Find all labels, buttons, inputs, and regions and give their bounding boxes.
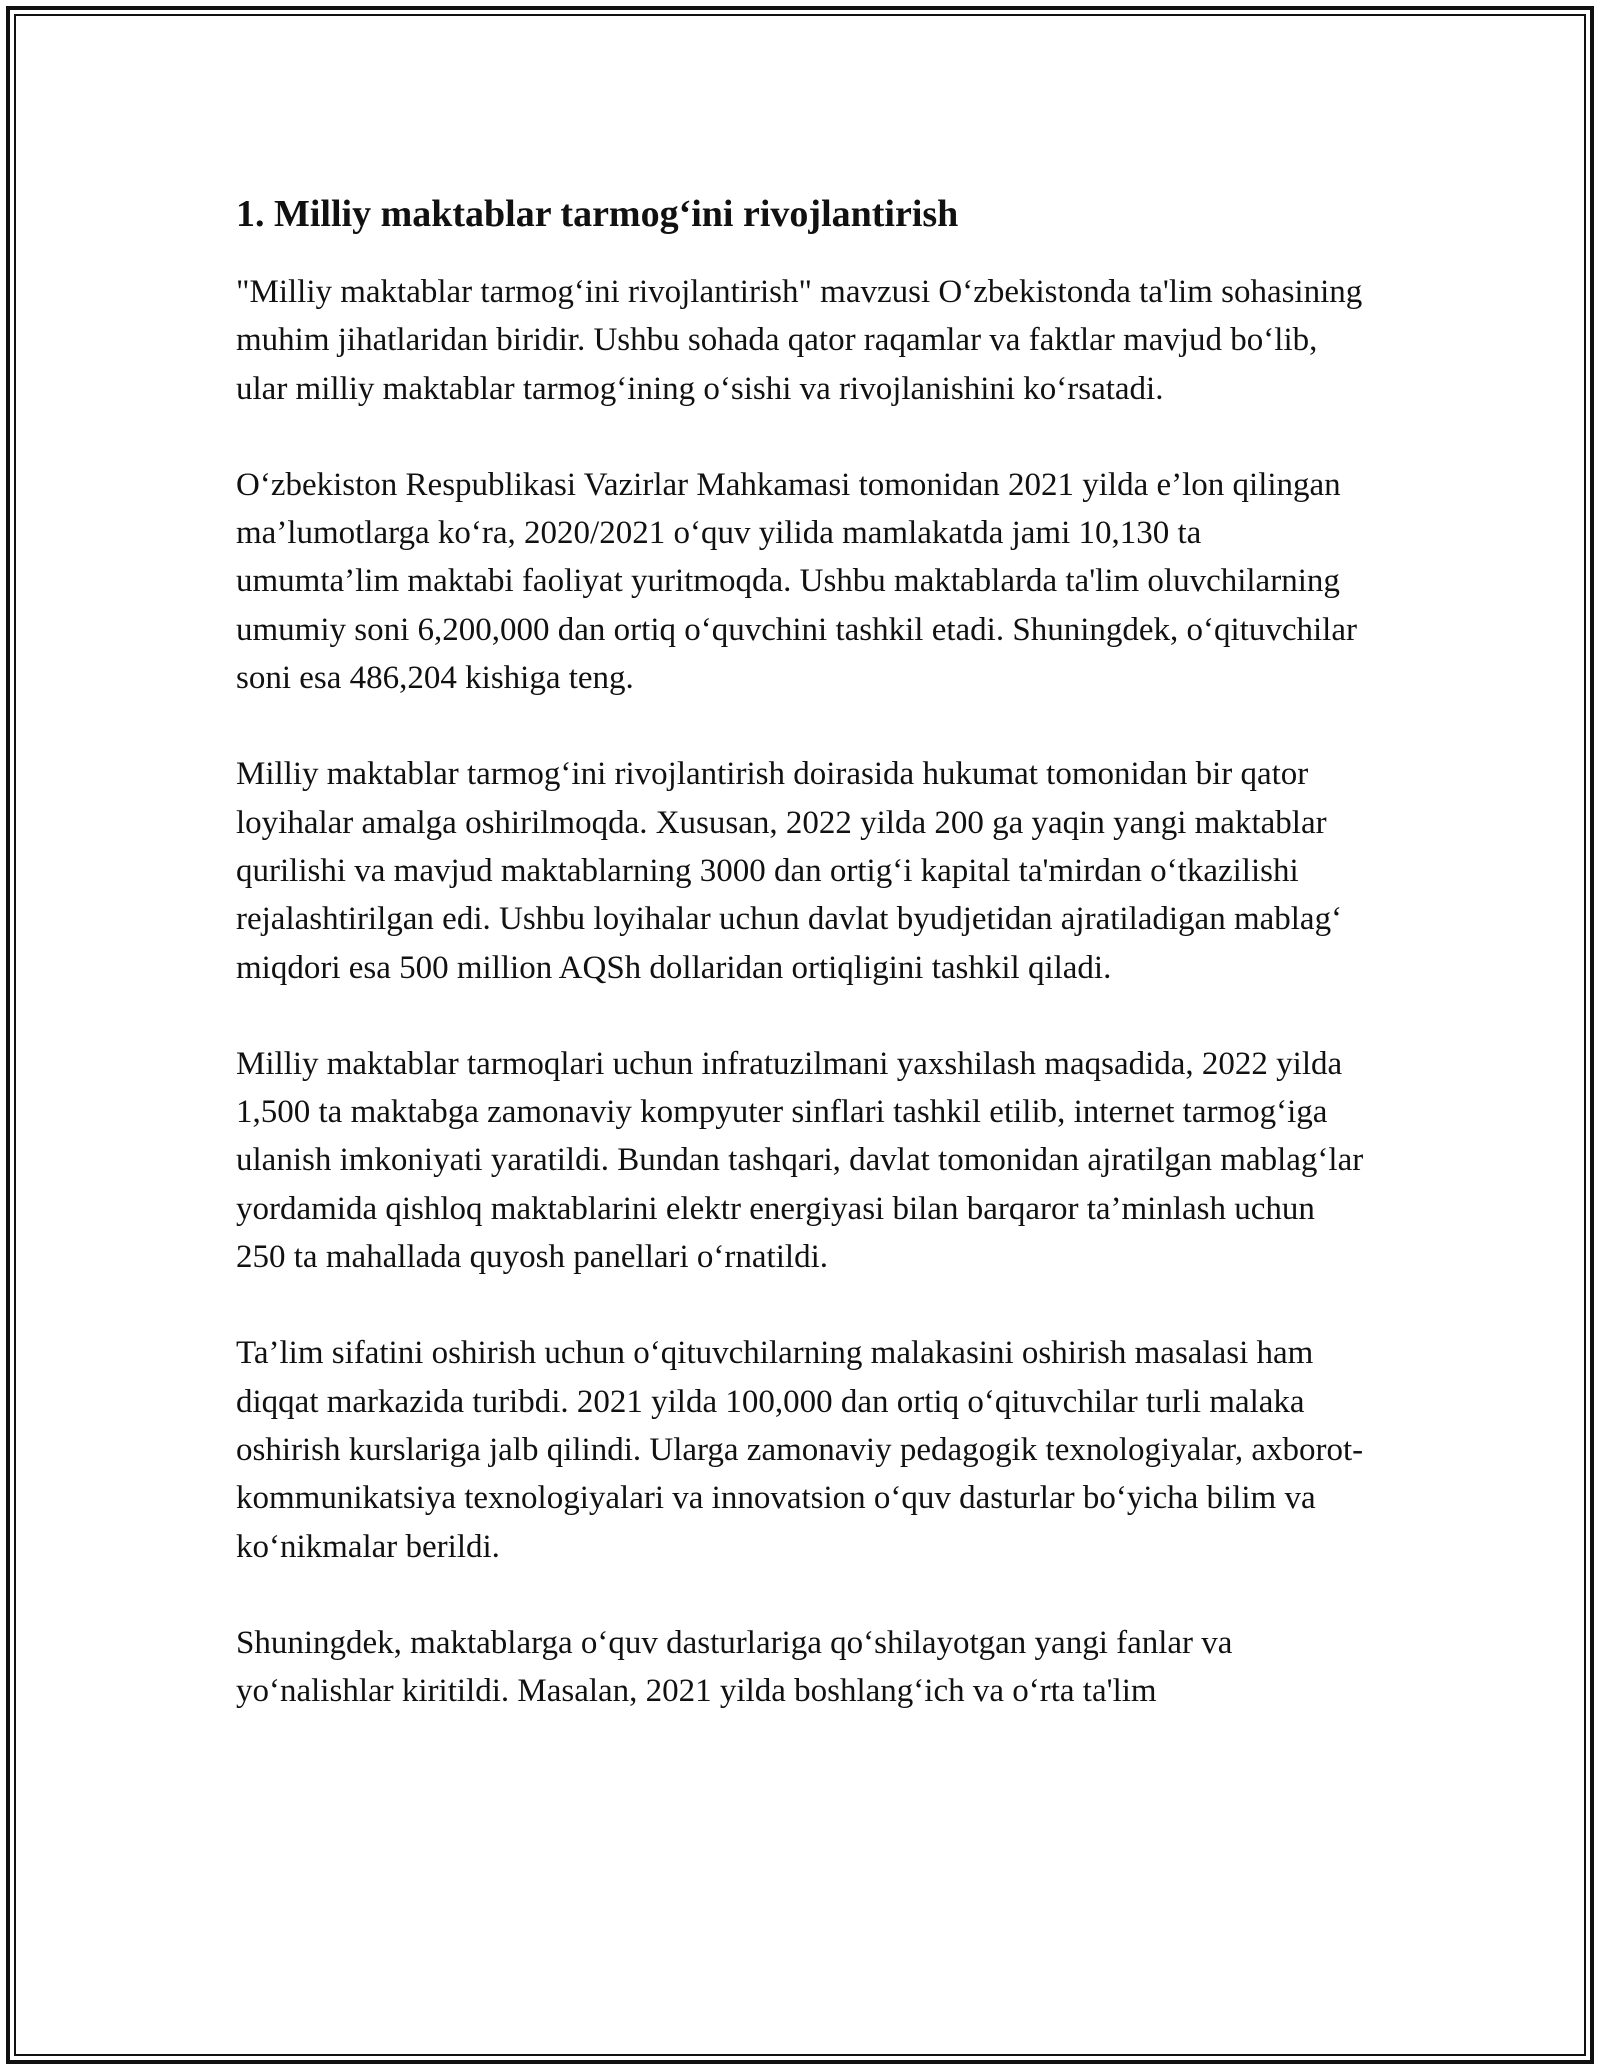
section-heading: 1. Milliy maktablar tarmog‘ini rivojlantirish — [236, 193, 959, 235]
paragraph-projects: Milliy maktablar tarmog‘ini rivojlantirish doirasida hukumat tomonidan bir qator loyihalar amalga oshirilmoqda. Xususan, 2022 yilda 200 ga yaqin yangi maktablar qurilishi va mavjud maktablarning 3000 dan ortig‘i kapital ta'mirdan o‘tkazilishi rejalashtirilgan edi. Ushbu loyihalar uchun davlat byudjetidan ajratiladigan mablag‘ miqdori esa 500 million AQSh dollaridan ortiqligini tashkil qiladi. — [236, 756, 1343, 986]
paragraph-teacher-training: Ta’lim sifatini oshirish uchun o‘qituvchilarning malakasini oshirish masalasi ham diqqat markazida turibdi. 2021 yilda 100,000 dan ortiq o‘qituvchilar turli malaka oshirish kurslariga jalb qilindi. Ularga zamonaviy pedagogik texnologiyalar, axborot-kommunikatsiya texnologiyalari va innovatsion o‘quv dasturlar bo‘yicha bilim va ko‘nikmalar berildi. — [236, 1335, 1364, 1565]
document-body — [236, 186, 1366, 1763]
paragraph-statistics: O‘zbekiston Respublikasi Vazirlar Mahkamasi tomonidan 2021 yilda e’lon qilingan ma’lumotlarga ko‘ra, 2020/2021 o‘quv yilida mamlakatda jami 10,130 ta umumta’lim maktabi faoliyat yuritmoqda. Ushbu maktablarda ta'lim oluvchilarning umumiy soni 6,200,000 dan ortiq o‘quvchini tashkil etadi. Shuningdek, o‘qituvchilar soni esa 486,204 kishiga teng. — [236, 466, 1357, 697]
paragraph-new-subjects: Shuningdek, maktablarga o‘quv dasturlariga qo‘shilayotgan yangi fanlar va yo‘nalishlar kiritildi. Masalan, 2021 yilda boshlang‘ich va o‘rta ta'lim — [236, 1624, 1233, 1710]
paragraph-intro: "Milliy maktablar tarmog‘ini rivojlantirish" mavzusi O‘zbekistonda ta'lim sohasining muhim jihatlaridan biridir. Ushbu sohada qator raqamlar va faktlar mavjud bo‘lib, ular milliy maktablar tarmog‘ining o‘sishi va rivojlanishini ko‘rsatadi. — [236, 274, 1363, 407]
paragraph-infrastructure: Milliy maktablar tarmoqlari uchun infratuzilmani yaxshilash maqsadida, 2022 yilda 1,500 ta maktabga zamonaviy kompyuter sinflari tashkil etilib, internet tarmog‘iga ulanish imkoniyati yaratildi. Bundan tashqari, davlat tomonidan ajratilgan mablag‘lar yordamida qishloq maktablarini elektr energiyasi bilan barqaror ta’minlash uchun 250 ta mahallada quyosh panellari o‘rnatildi. — [236, 1045, 1364, 1276]
